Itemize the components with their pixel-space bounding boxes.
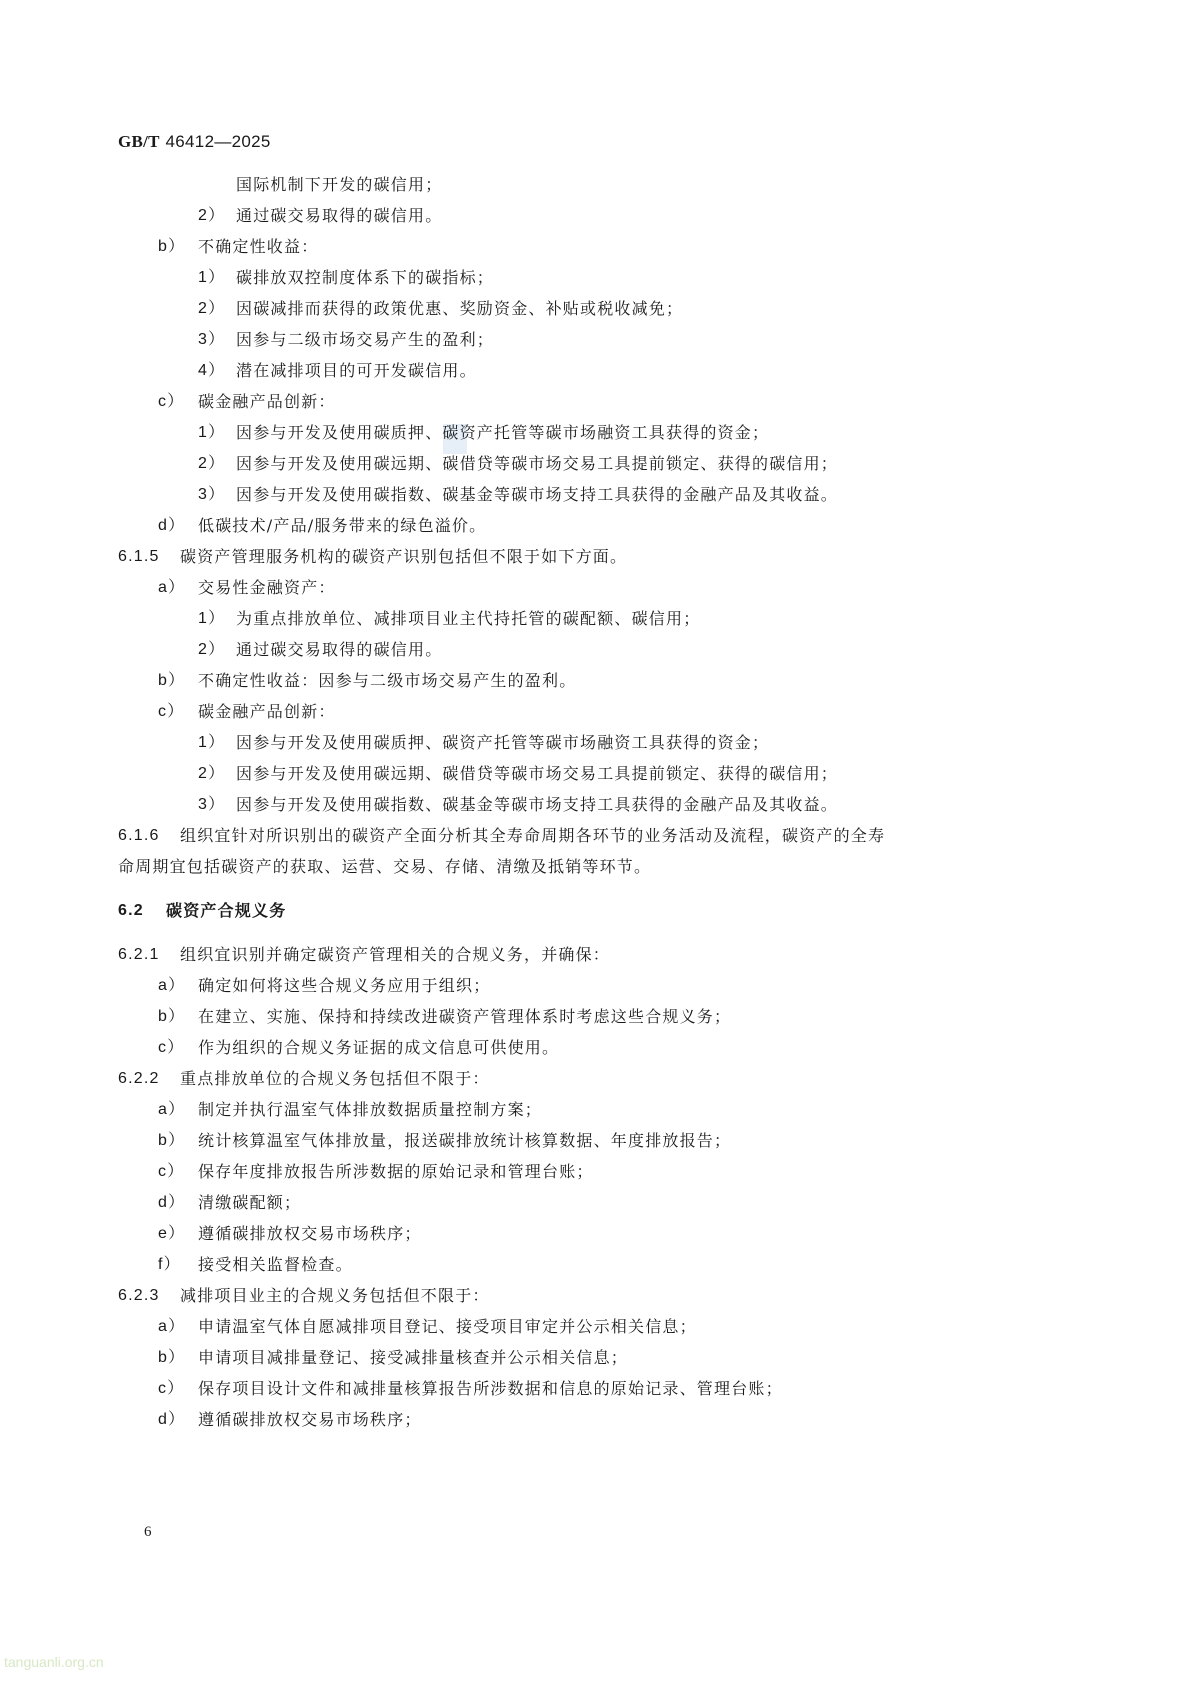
list-marker: b） — [158, 1132, 186, 1149]
list-marker: a） — [158, 579, 186, 596]
list-marker: 6.1.5 — [118, 548, 160, 565]
list-item-text: 确定如何将这些合规义务应用于组织； — [198, 976, 491, 995]
list-marker: 2） — [198, 455, 226, 472]
list-marker: 1） — [198, 424, 226, 441]
list-item-text: 低碳技术/产品/服务带来的绿色溢价。 — [198, 516, 487, 535]
list-marker: 1） — [198, 734, 226, 751]
list-marker: d） — [158, 1194, 186, 1211]
list-item-text: 保存项目设计文件和减排量核算报告所涉数据和信息的原始记录、管理台账； — [198, 1379, 783, 1398]
list-item-text: 因参与二级市场交易产生的盈利； — [236, 330, 495, 349]
list-marker: 6.2.3 — [118, 1287, 160, 1304]
list-marker: 2） — [198, 641, 226, 658]
list-marker: c） — [158, 1163, 185, 1180]
list-marker: 3） — [198, 486, 226, 503]
list-marker: c） — [158, 703, 185, 720]
list-item-text: 通过碳交易取得的碳信用。 — [236, 206, 443, 225]
list-item-text: 组织宜针对所识别出的碳资产全面分析其全寿命周期各环节的业务活动及流程，碳资产的全寿 — [180, 826, 886, 845]
list-marker: 6.2.1 — [118, 946, 160, 963]
list-item-text: 在建立、实施、保持和持续改进碳资产管理体系时考虑这些合规义务； — [198, 1007, 732, 1026]
watermark: tanguanli.org.cn — [4, 1654, 104, 1670]
list-marker: 2） — [198, 300, 226, 317]
list-item-text: 碳金融产品创新： — [198, 702, 336, 721]
list-marker: 6.2.2 — [118, 1070, 160, 1087]
list-item-text: 保存年度排放报告所涉数据的原始记录和管理台账； — [198, 1162, 594, 1181]
list-item-text: 碳排放双控制度体系下的碳指标； — [236, 268, 495, 287]
list-item-text: 作为组织的合规义务证据的成文信息可供使用。 — [198, 1038, 560, 1057]
list-marker: d） — [158, 1411, 186, 1428]
list-item-text: 因参与开发及使用碳远期、碳借贷等碳市场交易工具提前锁定、获得的碳信用； — [236, 454, 839, 473]
list-item-text: 组织宜识别并确定碳资产管理相关的合规义务，并确保： — [180, 945, 611, 964]
standard-number: 46412—2025 — [165, 132, 271, 151]
list-marker: 2） — [198, 765, 226, 782]
list-marker: c） — [158, 1380, 185, 1397]
list-item-text: 因参与开发及使用碳远期、碳借贷等碳市场交易工具提前锁定、获得的碳信用； — [236, 764, 839, 783]
document-header — [118, 132, 271, 152]
page-number: 6 — [144, 1524, 152, 1540]
list-marker: 4） — [198, 362, 226, 379]
list-marker: 1） — [198, 610, 226, 627]
list-marker: b） — [158, 1008, 186, 1025]
list-item-text: 不确定性收益：因参与二级市场交易产生的盈利。 — [198, 671, 577, 690]
list-marker: a） — [158, 1318, 186, 1335]
list-item-text: 申请项目减排量登记、接受减排量核查并公示相关信息； — [198, 1348, 629, 1367]
list-item-text: 交易性金融资产： — [198, 578, 336, 597]
list-item-text: 因碳减排而获得的政策优惠、奖励资金、补贴或税收减免； — [236, 299, 684, 318]
list-marker: c） — [158, 1039, 185, 1056]
list-marker: f） — [158, 1256, 181, 1273]
list-item-text: 清缴碳配额； — [198, 1193, 302, 1212]
list-item-text: 国际机制下开发的碳信用； — [236, 175, 443, 194]
list-item-text: 命周期宜包括碳资产的获取、运营、交易、存储、清缴及抵销等环节。 — [118, 857, 652, 876]
list-item-text: 为重点排放单位、减排项目业主代持托管的碳配额、碳信用； — [236, 609, 701, 628]
section-heading: 碳资产合规义务 — [166, 901, 287, 920]
list-item-text: 统计核算温室气体排放量，报送碳排放统计核算数据、年度排放报告； — [198, 1131, 732, 1150]
list-marker: b） — [158, 238, 186, 255]
list-item-text: 碳资产管理服务机构的碳资产识别包括但不限于如下方面。 — [180, 547, 628, 566]
list-marker: b） — [158, 1349, 186, 1366]
list-marker: b） — [158, 672, 186, 689]
list-item-text: 潜在减排项目的可开发碳信用。 — [236, 361, 477, 380]
list-marker: a） — [158, 977, 186, 994]
list-marker: 6.2 — [118, 902, 144, 919]
list-item-text: 因参与开发及使用碳指数、碳基金等碳市场支持工具获得的金融产品及其收益。 — [236, 795, 839, 814]
list-item-text: 因参与开发及使用碳质押、碳资产托管等碳市场融资工具获得的资金； — [236, 423, 770, 442]
list-item-text: 申请温室气体自愿减排项目登记、接受项目审定并公示相关信息； — [198, 1317, 697, 1336]
list-item-text: 减排项目业主的合规义务包括但不限于： — [180, 1286, 490, 1305]
list-item-text: 通过碳交易取得的碳信用。 — [236, 640, 443, 659]
list-item-text: 重点排放单位的合规义务包括但不限于： — [180, 1069, 490, 1088]
list-item-text: 因参与开发及使用碳指数、碳基金等碳市场支持工具获得的金融产品及其收益。 — [236, 485, 839, 504]
list-item-text: 遵循碳排放权交易市场秩序； — [198, 1410, 422, 1429]
list-marker: c） — [158, 393, 185, 410]
list-item-text: 接受相关监督检查。 — [198, 1255, 353, 1274]
list-marker: 3） — [198, 796, 226, 813]
list-marker: 3） — [198, 331, 226, 348]
list-marker: 1） — [198, 269, 226, 286]
list-item-text: 制定并执行温室气体排放数据质量控制方案； — [198, 1100, 543, 1119]
list-marker: d） — [158, 517, 186, 534]
list-item-text: 不确定性收益： — [198, 237, 319, 256]
list-item-text: 因参与开发及使用碳质押、碳资产托管等碳市场融资工具获得的资金； — [236, 733, 770, 752]
standard-prefix: GB/T — [118, 132, 160, 151]
list-marker: e） — [158, 1225, 186, 1242]
list-marker: 2） — [198, 207, 226, 224]
list-marker: a） — [158, 1101, 186, 1118]
list-item-text: 遵循碳排放权交易市场秩序； — [198, 1224, 422, 1243]
list-marker: 6.1.6 — [118, 827, 160, 844]
list-item-text: 碳金融产品创新： — [198, 392, 336, 411]
